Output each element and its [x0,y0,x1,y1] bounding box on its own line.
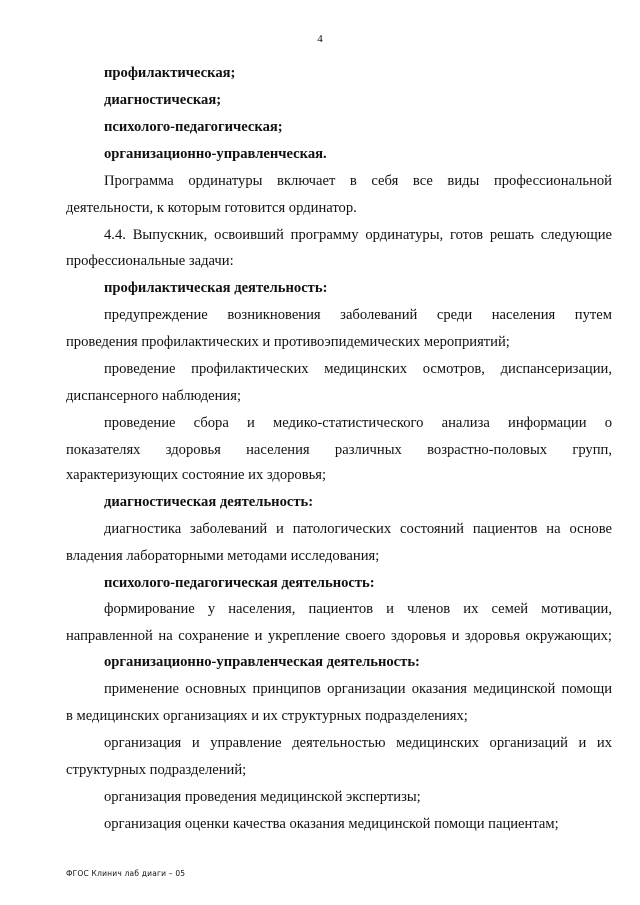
graduate-para-line-2: профессиональные задачи: [66,253,234,269]
list-item-org: организационно-управленческая. [104,146,327,162]
org-p1-line-2: в медицинских организациях и их структурных подразделениях; [66,708,468,724]
prophylactic-p1-line-1: предупреждение возникновения заболеваний среди населения путем [104,307,612,323]
org-p2-line-1: организация и управление деятельностью медицинских организаций и их [104,735,612,751]
diagnostic-p1-line-1: диагностика заболеваний и патологических состояний пациентов на основе [104,521,612,537]
diagnostic-p1-line-2: владения лабораторными методами исследования; [66,548,380,564]
list-item-psycho: психолого-педагогическая; [104,119,283,135]
section-heading-prophylactic: профилактическая деятельность: [104,280,328,296]
prophylactic-p2-line-2: диспансерного наблюдения; [66,388,241,404]
section-heading-psycho: психолого-педагогическая деятельность: [104,575,375,591]
prophylactic-p1-line-2: проведения профилактических и противоэпидемических мероприятий; [66,334,510,350]
org-p3-line: организация проведения медицинской экспертизы; [104,789,421,805]
prophylactic-p3-line-3: характеризующих состояние их здоровья; [66,467,327,483]
section-heading-org: организационно-управленческая деятельность: [104,654,420,670]
org-p4-line: организация оценки качества оказания медицинской помощи пациентам; [104,816,559,832]
prophylactic-p3-line-2: показателях здоровья населения различных возрастно-половых групп, [66,442,612,458]
org-p1-line-1: применение основных принципов организации оказания медицинской помощи [104,681,612,697]
section-heading-diagnostic: диагностическая деятельность: [104,494,314,510]
prophylactic-p3-line-1: проведение сбора и медико-статистического анализа информации о [104,415,612,431]
psycho-p1-line-2: направленной на сохранение и укрепление своего здоровья и здоровья окружающих; [66,628,612,644]
page-number: 4 [317,33,323,45]
org-p2-line-2: структурных подразделений; [66,762,247,778]
psycho-p1-line-1: формирование у населения, пациентов и членов их семей мотивации, [104,601,612,617]
list-item-diagnostic: диагностическая; [104,92,222,108]
list-item-prophylactic: профилактическая; [104,65,236,81]
graduate-para-line-1: 4.4. Выпускник, освоивший программу ординатуры, готов решать следующие [104,227,612,243]
prophylactic-p2-line-1: проведение профилактических медицинских осмотров, диспансеризации, [104,361,612,377]
program-para-line-2: деятельности, к которым готовится ординатор. [66,200,357,216]
program-para-line-1: Программа ординатуры включает в себя все виды профессиональной [104,173,612,189]
footer-code: ФГОС Клинич лаб диаги – 05 [66,869,186,878]
